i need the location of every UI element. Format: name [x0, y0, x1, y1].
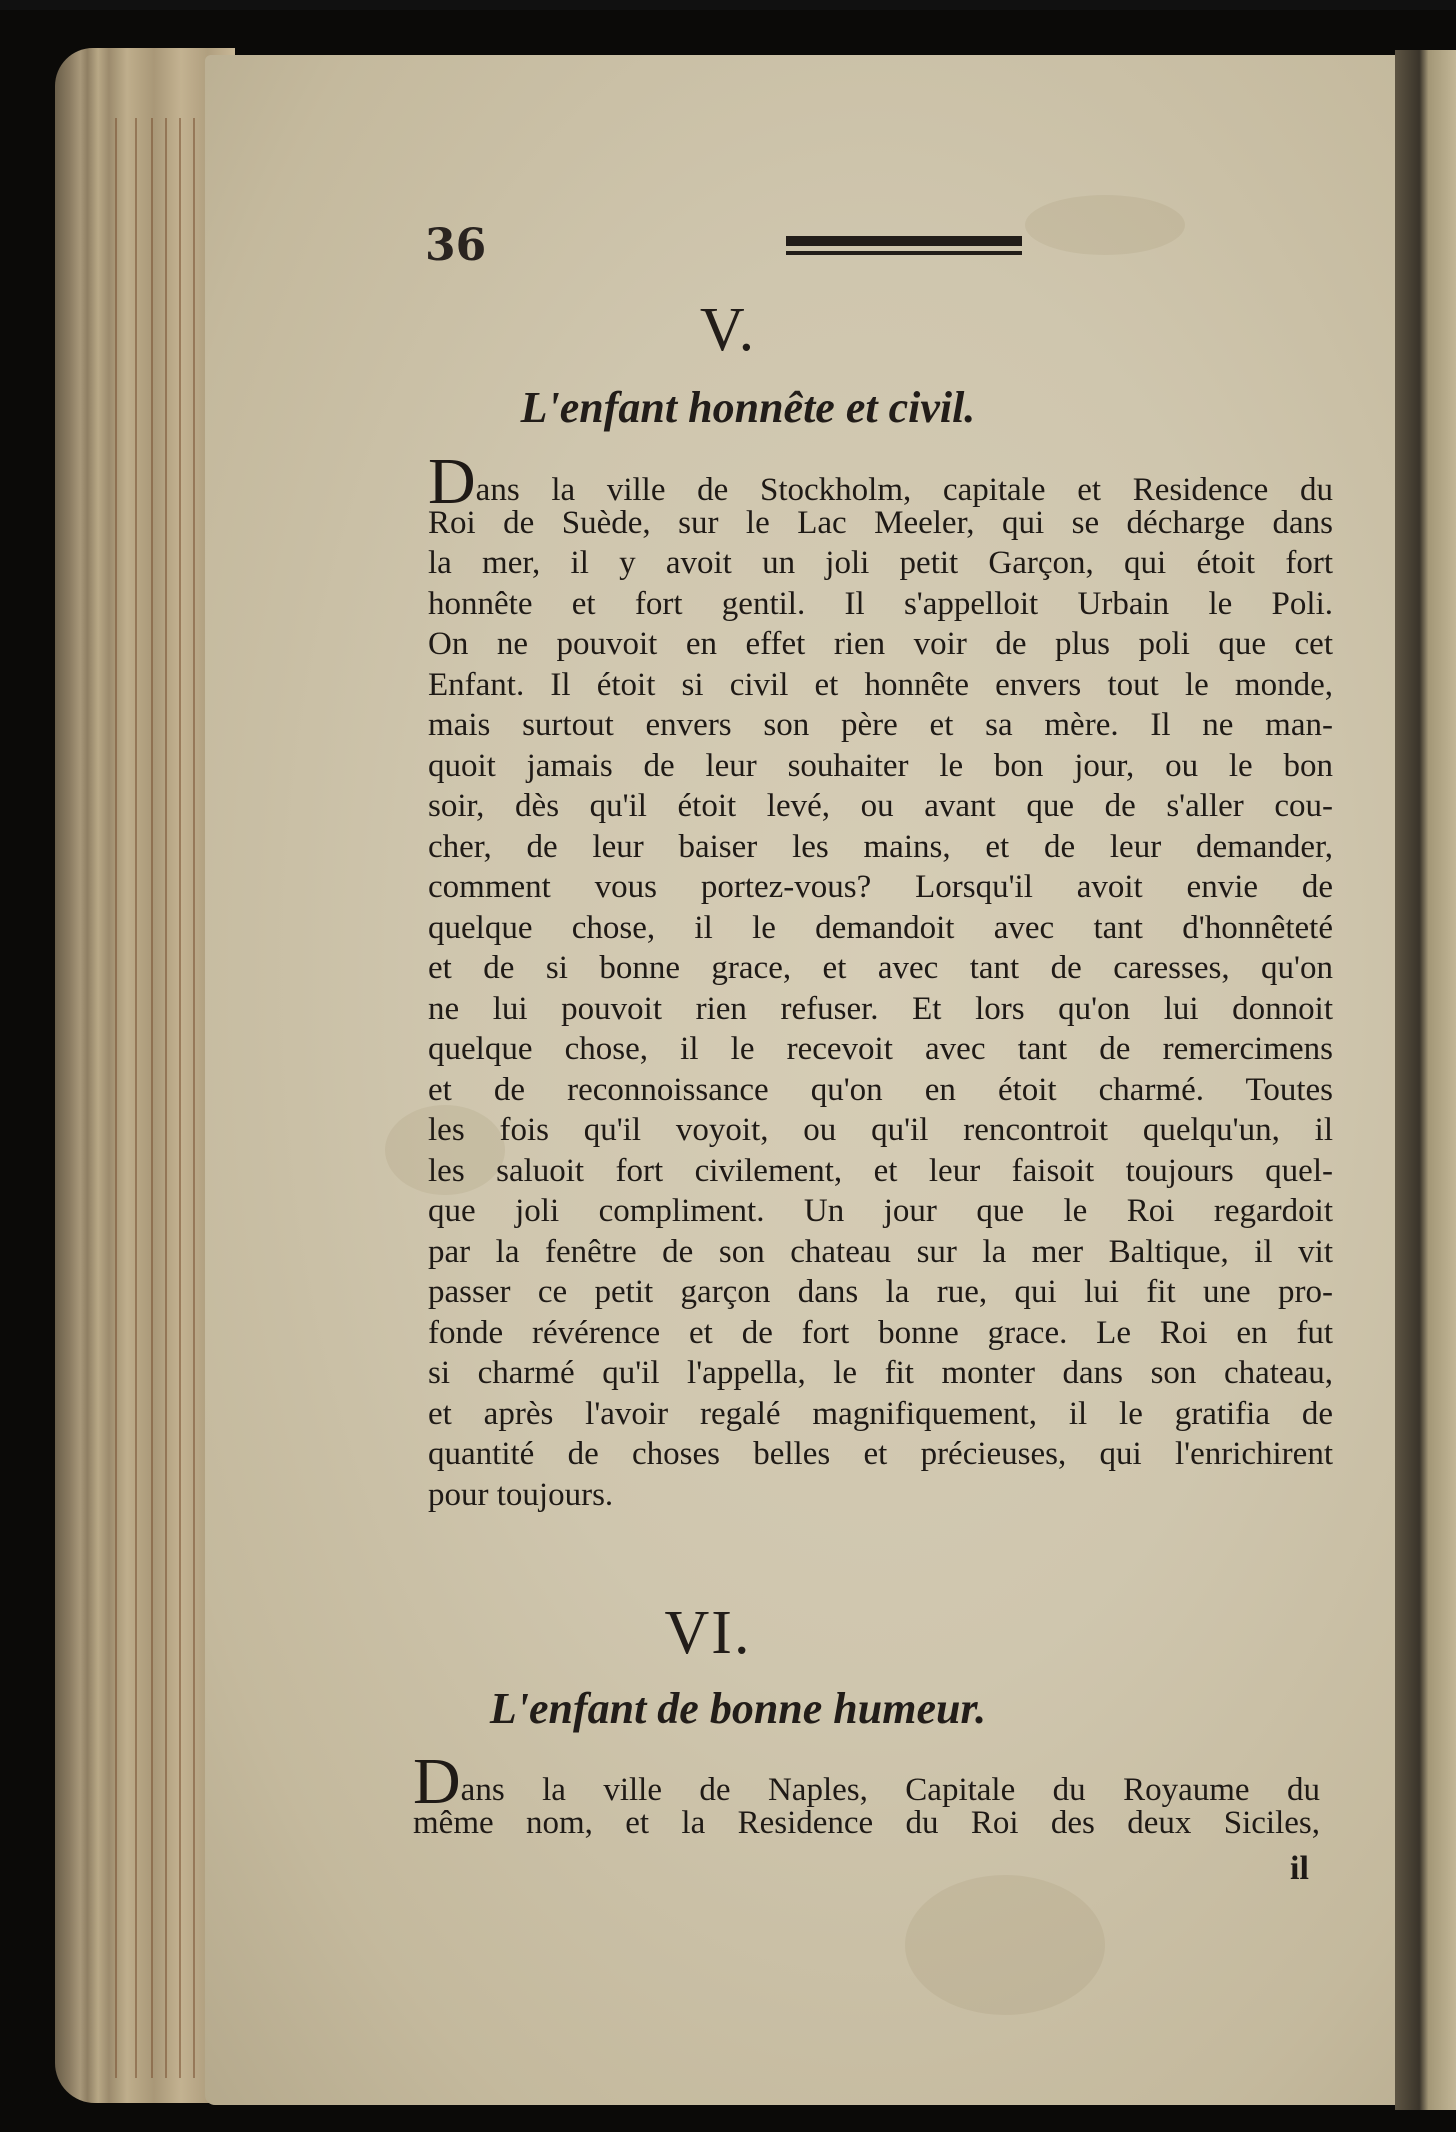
text-line: quelque chose, il le demandoit avec tant d'honnêteté [428, 909, 1333, 946]
section-v-title: L'enfant honnête et civil. [520, 383, 976, 432]
section-vi-numeral: VI. [664, 1599, 752, 1667]
text-line: passer ce petit garçon dans la rue, qui lui fit une pro- [428, 1274, 1333, 1310]
text-line: ne lui pouvoit rien refuser. Et lors qu'on lui donnoit [428, 990, 1333, 1027]
section-v-numeral: V. [699, 296, 757, 364]
text-line [428, 445, 1333, 518]
text-line: si charmé qu'il l'appella, le fit monter dans son chateau, [428, 1355, 1333, 1391]
text-line: pour toujours. [428, 1476, 614, 1513]
text-line: par la fenêtre de son chateau sur la mer Baltique, il vit [428, 1233, 1333, 1270]
text-line: et après l'avoir regalé magnifiquement, il le gratifia de [428, 1395, 1333, 1432]
page-number: 36 [425, 220, 487, 271]
text-line: quantité de choses belles et précieuses, qui l'enrichirent [428, 1436, 1333, 1472]
text-line: quoit jamais de leur souhaiter le bon jour, ou le bon [428, 747, 1333, 784]
header-rule [786, 236, 1022, 258]
text-line: Roi de Suède, sur le Lac Meeler, qui se décharge dans [428, 504, 1333, 541]
drop-cap: D [428, 445, 476, 518]
text-line: fonde révérence et de fort bonne grace. Le Roi en fut [428, 1314, 1333, 1351]
header-rule-thin [786, 251, 1022, 255]
text-line: et de reconnoissance qu'on en étoit charmé. Toutes [428, 1071, 1333, 1108]
text-line: les fois qu'il voyoit, ou qu'il rencontroit quelqu'un, il [428, 1112, 1333, 1148]
text-line: On ne pouvoit en effet rien voir de plus poli que cet [428, 626, 1333, 662]
text-line-content: ans la ville de Naples, Capitale du Royaume du [460, 1772, 1320, 1808]
text-line: Enfant. Il étoit si civil et honnête envers tout le monde, [428, 666, 1333, 703]
drop-cap: D [413, 1745, 461, 1818]
text-line: et de si bonne grace, et avec tant de caresses, qu'on [428, 950, 1333, 986]
text-line: la mer, il y avoit un joli petit Garçon, qui étoit fort [428, 545, 1333, 581]
text-line [413, 1745, 1320, 1818]
paper-stain [905, 1875, 1105, 2015]
section-v-body [428, 445, 1333, 1515]
text-line: comment vous portez-vous? Lorsqu'il avoit envie de [428, 869, 1333, 905]
scan-top-strip [0, 0, 1456, 10]
text-line: les saluoit fort civilement, et leur faisoit toujours quel- [428, 1152, 1333, 1189]
text-line: quelque chose, il le recevoit avec tant de remercimens [428, 1031, 1333, 1067]
section-vi-body [413, 1745, 1320, 1843]
text-line: même nom, et la Residence du Roi des deux Siciles, [413, 1804, 1320, 1841]
section-vi-title: L'enfant de bonne humeur. [489, 1684, 987, 1733]
header-rule-thick [786, 236, 1022, 246]
text-line: que joli compliment. Un jour que le Roi regardoit [428, 1193, 1333, 1229]
catchword: il [1290, 1850, 1309, 1887]
text-line: cher, de leur baiser les mains, et de leur demander, [428, 828, 1333, 865]
paper-stain [1025, 195, 1185, 255]
text-line: soir, dès qu'il étoit levé, ou avant que de s'aller cou- [428, 788, 1333, 824]
text-line: mais surtout envers son père et sa mère. Il ne man- [428, 707, 1333, 743]
text-line-content: ans la ville de Stockholm, capitale et Residence du [475, 472, 1333, 508]
text-line: honnête et fort gentil. Il s'appelloit Urbain le Poli. [428, 585, 1333, 622]
